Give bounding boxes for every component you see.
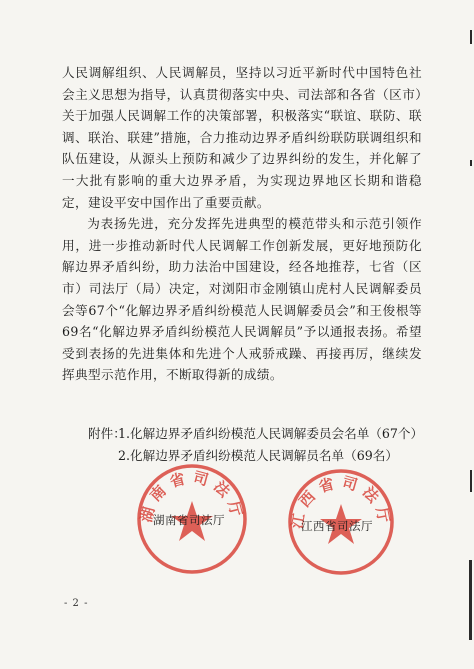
seal-ring-text: 江西省司法厅	[287, 473, 395, 531]
attachment-item-1: 1.化解边界矛盾纠纷模范人民调解委员会名单（67个）	[118, 426, 424, 441]
seal-ring-text: 湖南省司法厅	[137, 468, 247, 525]
scan-edge-mark	[470, 160, 472, 166]
attachments-label: 附件：	[88, 426, 126, 441]
attachment-item-2: 2.化解边界矛盾纠纷模范人民调解员名单（69名）	[118, 447, 398, 463]
body-text	[62, 62, 422, 386]
paragraph-2: 为表扬先进，充分发挥先进典型的模范带头和示范引领作用，进一步推动新时代人民调解工作创新发展，更好地预防化解边界矛盾纠纷，助力法治中国建设，经各地推荐，七省（区市）司法厅（局）决定，对浏阳市金刚镇山虎村人民调解委员会等67个“化解边界矛盾纠纷模范人民调解委员会”和王俊根等69名“化解边界矛盾纠纷模范人民调解员”予以通报表扬。希望受到表扬的先进集体和先进个人戒骄戒躁、再接再厉，继续发挥典型示范作用，不断取得新的成绩。	[62, 216, 422, 383]
scan-edge-mark	[470, 30, 472, 44]
paragraph-1: 人民调解组织、人民调解员，坚持以习近平新时代中国特色社会主义思想为指导，认真贯彻落实中央、司法部和各省（区市）关于加强人民调解工作的决策部署，积极落实“联谊、联防、联调、联治、联建”措施，合力推动边界矛盾纠纷联防联调组织和队伍建设，从源头上预防和减少了边界纠纷的发生，并化解了一大批有影响的重大边界矛盾，为实现边界地区长期和谐稳定，建设平安中国作出了重要贡献。	[62, 65, 422, 210]
issuer-jiangxi: 江西省司法厅	[301, 519, 373, 533]
scan-edge-mark	[470, 470, 472, 492]
issuer-hunan: 湖南省司法厅	[153, 513, 225, 527]
page-number: - 2 -	[64, 598, 89, 609]
scan-edge-mark	[469, 560, 472, 640]
